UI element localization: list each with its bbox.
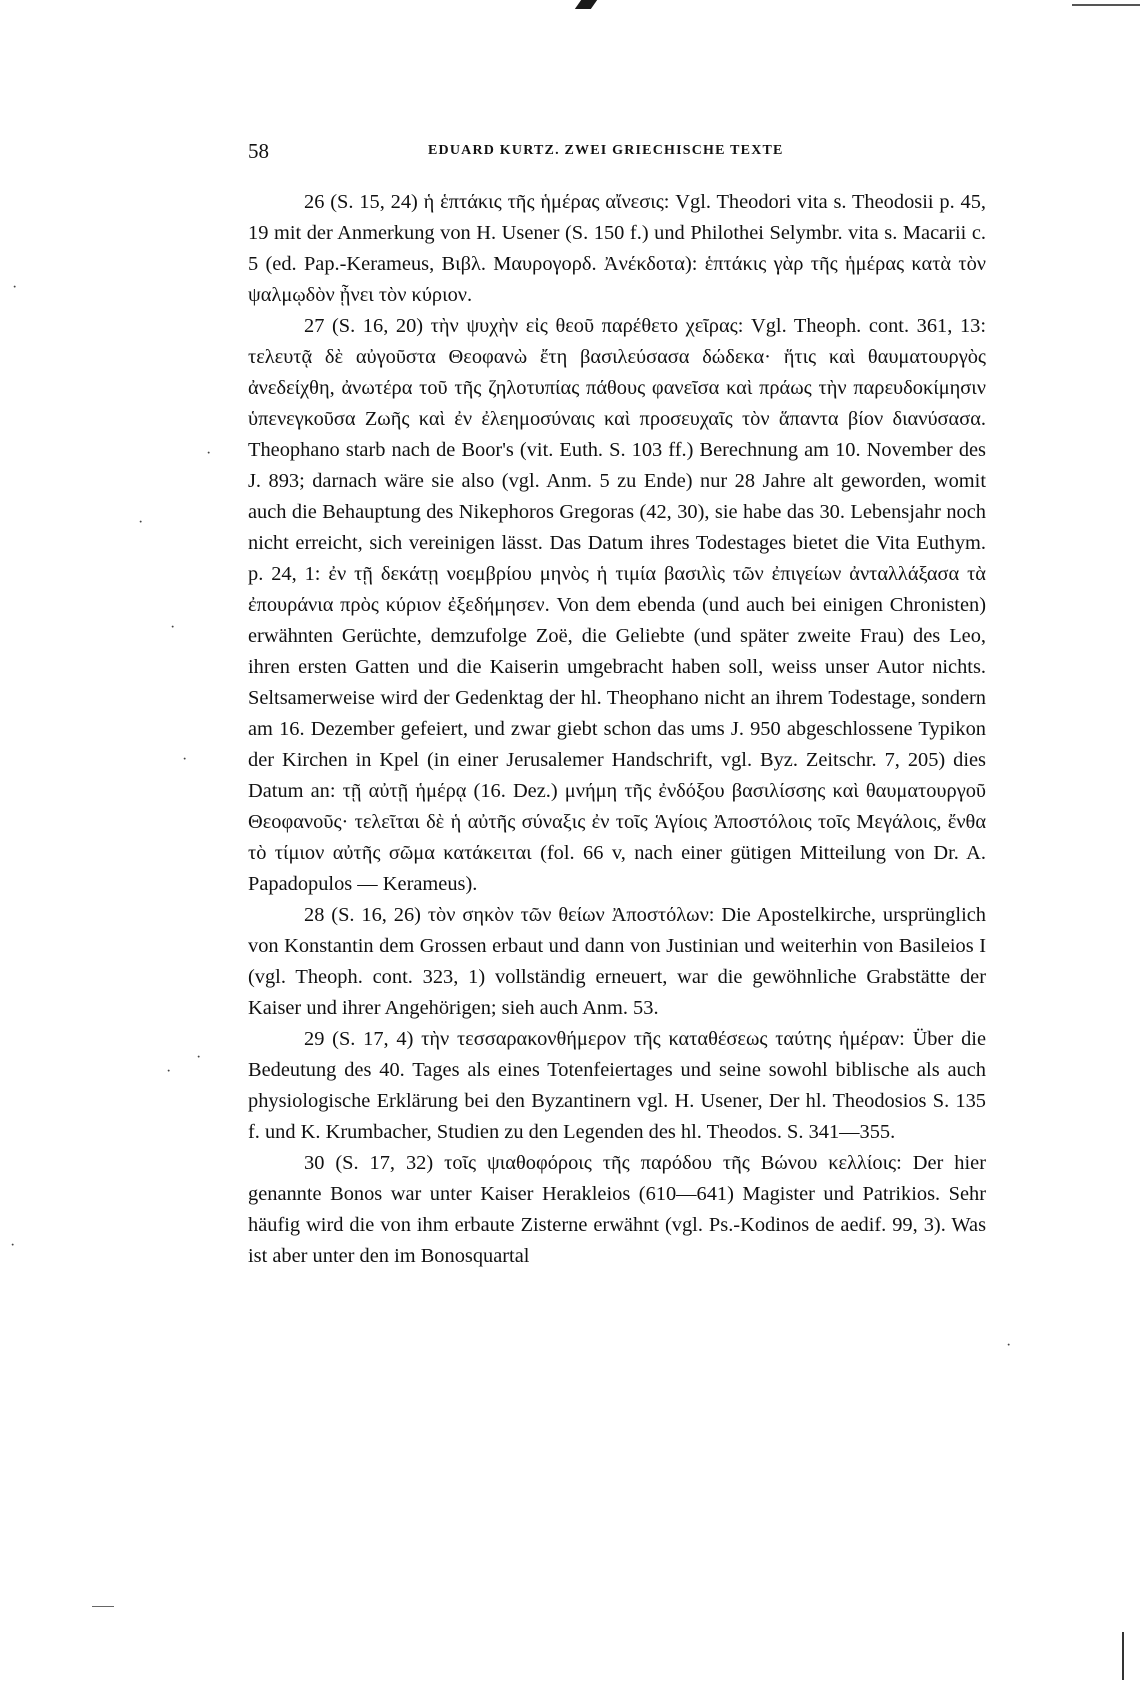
margin-mark: · bbox=[12, 279, 18, 296]
edge-rule bbox=[1072, 4, 1140, 6]
margin-mark: · bbox=[182, 751, 188, 768]
note-26-paragraph: 26 (S. 15, 24) ἡ ἑπτάκις τῆς ἡμέρας αἴνεσις: Vgl. Theodori vita s. Theodosii p. 45, 19 mit der Anmerkung von H. Usener (S. 150 f.) und Philothei Selymbr. vita s. Macarii c. 5 (ed. Pap.-Kerameus, Βιβλ. Μαυρογορδ. Ἀνέκδοτα): ἑπτάκις γὰρ τῆς ἡμέρας κατὰ τὸν ψαλμῳδὸν ᾖνει τὸν κύριον. bbox=[248, 191, 986, 306]
body-text bbox=[248, 187, 986, 1272]
page-number: 58 bbox=[248, 139, 269, 163]
running-title: EDUARD KURTZ. ZWEI GRIECHISCHE TEXTE bbox=[428, 143, 784, 158]
note-30-paragraph: 30 (S. 17, 32) τοῖς ψιαθοφόροις τῆς παρόδου τῆς Βώνου κελλίοις: Der hier genannte Bonos war unter Kaiser Herakleios (610—641) Magister und Patrikios. Sehr häufig wird die von ihm erbaute Zisterne erwähnt (vgl. Ps.-Kodinos de aedif. 99, 3). Was ist aber unter den im Bonosquartal bbox=[248, 1152, 986, 1267]
note-28-paragraph: 28 (S. 16, 26) τὸν σηκὸν τῶν θείων Ἀποστόλων: Die Apostelkirche, ursprünglich von Konstantin dem Grossen erbaut und dann von Justinian und weiterhin von Basileios I (vgl. Theoph. cont. 323, 1) vollständig erneuert, war die gewöhnliche Grabstätte der Kaiser und ihrer Angehörigen; sieh auch Anm. 53. bbox=[248, 904, 986, 1019]
margin-mark: · bbox=[138, 514, 144, 531]
margin-mark: · bbox=[206, 445, 212, 462]
margin-mark: · bbox=[196, 1049, 202, 1066]
margin-mark: · bbox=[170, 619, 176, 636]
margin-dash bbox=[92, 1606, 114, 1607]
margin-mark: · bbox=[1006, 1337, 1012, 1354]
note-27-paragraph: 27 (S. 16, 20) τὴν ψυχὴν εἰς θεοῦ παρέθετο χεῖρας: Vgl. Theoph. cont. 361, 13: τελευτᾷ δὲ αὐγοῦστα Θεοφανὼ ἔτη βασιλεύσασα δώδεκα· ἥτις καὶ θαυματουργὸς ἀνεδείχθη, ἀνωτέρα τοῦ τῆς ζηλοτυπίας πάθους φανεῖσα καὶ πράως τὴν παρευδοκίμησιν ὑπενεγκοῦσα Ζωῆς καὶ ἐν ἐλεημοσύναις καὶ προσευχαῖς τὸν ἅπαντα βίον διανύσασα. Theophano starb nach de Boor's (vit. Euth. S. 103 ff.) Berechnung am 10. November des J. 893; darnach wäre sie also (vgl. Anm. 5 zu Ende) nur 28 Jahre alt geworden, womit auch die Behauptung des Nikephoros Gregoras (42, 30), sie habe das 30. Lebensjahr noch nicht erreicht, sich vereinigen lässt. Das Datum ihres Todestages bietet die Vita Euthym. p. 24, 1: ἐν τῇ δεκάτῃ νοεμβρίου μηνὸς ἡ τιμία βασιλὶς τῶν ἐπιγείων ἀνταλλάξασα τὰ ἐπουράνια πρὸς κύριον ἐξεδήμησεν. Von dem ebenda (und auch bei einigen Chronisten) erwähnten Gerüchte, demzufolge Zoë, die Geliebte (und später zweite Frau) des Leo, ihren ersten Gatten und die Kaiserin umgebracht haben soll, weiss unser Autor nichts. Seltsamerweise wird der Gedenktag der hl. Theophano nicht an ihrem Todestage, sondern am 16. Dezember gefeiert, und zwar giebt schon das ums J. 950 abgeschlossene Typikon der Kirchen in Kpel (in einer Jerusalemer Handschrift, vgl. Byz. Zeitschr. 7, 205) dies Datum an: τῇ αὐτῇ ἡμέρᾳ (16. Dez.) μνήμη τῆς ἐνδόξου βασιλίσσης καὶ θαυματουργοῦ Θεοφανοῦς· τελεῖται δὲ ἡ αὐτῆς σύναξις ἐν τοῖς Ἁγίοις Ἀποστόλοις τοῖς Μεγάλοις, ἔνθα τὸ τίμιον αὐτῆς σῶμα κατάκειται (fol. 66 v, nach einer gütigen Mitteilung von Dr. A. Papadopulos — Kerameus). bbox=[248, 315, 986, 895]
note-29-paragraph: 29 (S. 17, 4) τὴν τεσσαρακονθήμερον τῆς καταθέσεως ταύτης ἡμέραν: Über die Bedeutung des 40. Tages als eines Totenfeiertages und seine sowohl biblische als auch physiologische Erklärung bei den Byzantinern vgl. H. Usener, Der hl. Theodosios S. 135 f. und K. Krumbacher, Studien zu den Legenden des hl. Theodos. S. 341—355. bbox=[248, 1028, 986, 1143]
margin-mark: · bbox=[166, 1063, 172, 1080]
page-header bbox=[248, 138, 986, 164]
print-smudge bbox=[575, 0, 597, 9]
edge-line bbox=[1122, 1632, 1124, 1680]
margin-mark: · bbox=[10, 1237, 16, 1254]
